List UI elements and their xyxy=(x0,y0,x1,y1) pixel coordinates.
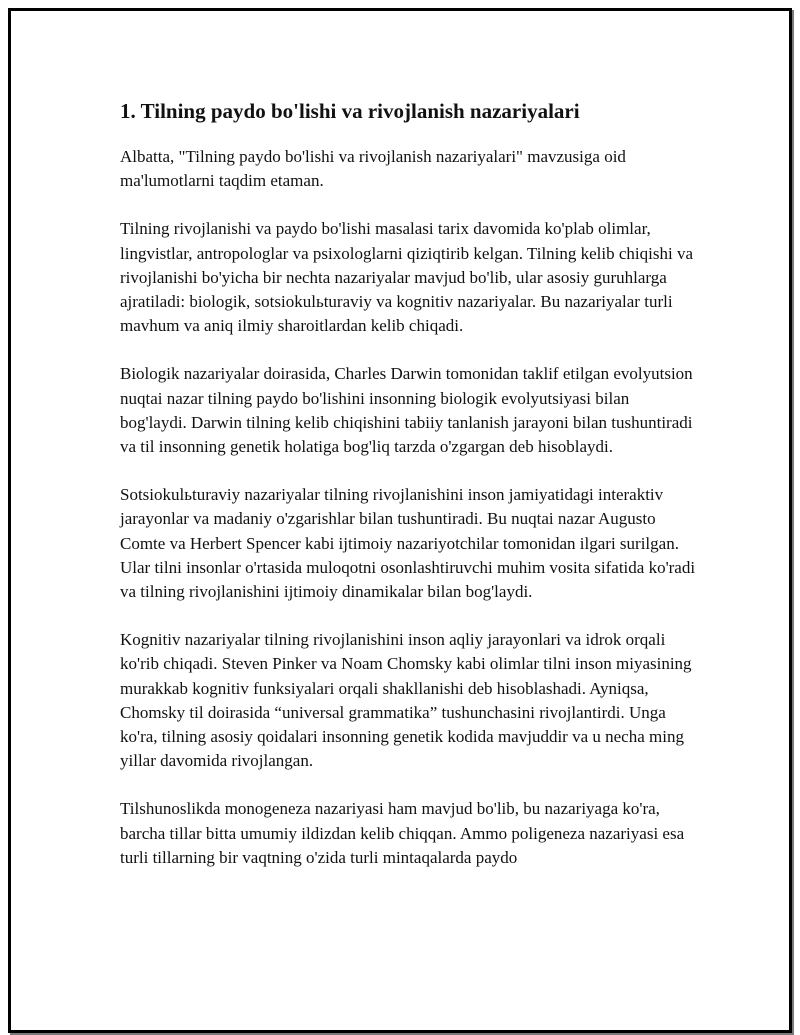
document-title: 1. Tilning paydo bo'lishi va rivojlanish nazariyalari xyxy=(120,99,580,123)
paragraph-biological-theories: Biologik nazariyalar doirasida, Charles Darwin tomonidan taklif etilgan evolyutsion nuqtai nazar tilning paydo bo'lishini insonning biologik evolyutsiyasi bilan bog'laydi. Darwin tilning kelib chiqishini tabiiy tanlanish jarayoni bilan tushuntiradi va til insonning genetik holatiga bog'liq tarzda o'zgargan deb hisoblaydi. xyxy=(120,364,693,457)
document-page xyxy=(8,8,792,1033)
paragraph-cognitive-theories: Kognitiv nazariyalar tilning rivojlanishini inson aqliy jarayonlari va idrok orqali ko'rib chiqadi. Steven Pinker va Noam Chomsky kabi olimlar tilni inson miyasining murakkab kognitiv funksiyalari orqali shakllanishi deb hisoblashadi. Ayniqsa, Chomsky til doirasida “universal grammatika” tushunchasini rivojlantirdi. Unga ko'ra, tilning asosiy qoidalari insonning genetik kodida mavjuddir va u necha ming yillar davomida rivojlangan. xyxy=(120,630,692,771)
paragraph-monogenesis: Tilshunoslikda monogeneza nazariyasi ham mavjud bo'lib, bu nazariyaga ko'ra, barcha tillar bitta umumiy ildizdan kelib chiqqan. Ammo poligeneza nazariyasi esa turli tillarning bir vaqtning o'zida turli mintaqalarda paydo xyxy=(120,799,685,867)
paragraph-sociocultural-theories: Sotsiokulьturaviy nazariyalar tilning rivojlanishini inson jamiyatidagi interaktiv jarayonlar va madaniy o'zgarishlar bilan tushuntiradi. Bu nuqtai nazar Augusto Comte va Herbert Spencer kabi ijtimoiy nazariyotchilar tomonidan ilgari surilgan. Ular tilni insonlar o'rtasida muloqotni osonlashtiruvchi muhim vosita sifatida ko'radi va tilning rivojlanishini ijtimoiy dinamikalar bilan bog'laydi. xyxy=(120,485,696,602)
document-body xyxy=(120,97,700,894)
paragraph-overview: Tilning rivojlanishi va paydo bo'lishi masalasi tarix davomida ko'plab olimlar, lingvistlar, antropologlar va psixologlarni qiziqtirib kelgan. Tilning kelib chiqishi va rivojlanishi bo'yicha bir nechta nazariyalar mavjud bo'lib, ular asosiy guruhlarga ajratiladi: biologik, sotsiokulьturaviy va kognitiv nazariyalar. Bu nazariyalar turli mavhum va aniq ilmiy sharoitlardan kelib chiqadi. xyxy=(120,219,694,336)
paragraph-intro: Albatta, "Tilning paydo bo'lishi va rivojlanish nazariyalari" mavzusiga oid ma'lumotlarni taqdim etaman. xyxy=(120,147,626,191)
